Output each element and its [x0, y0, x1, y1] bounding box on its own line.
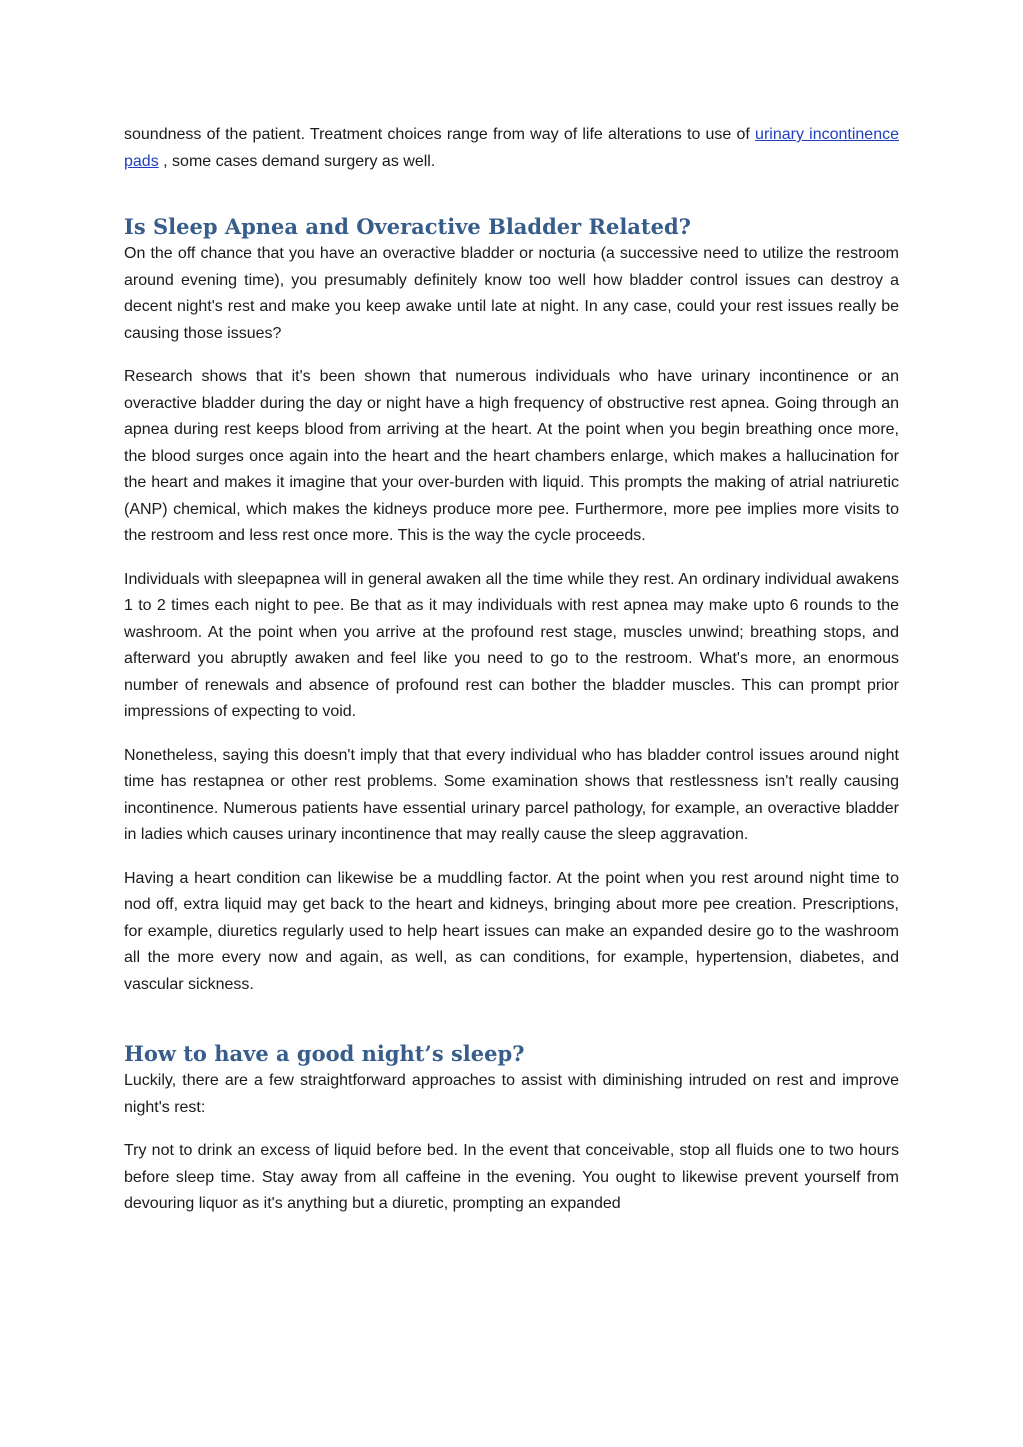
urinary-incontinence-pads-link[interactable]: urinary incontinence pads	[124, 126, 899, 170]
intro-text-before-link: soundness of the patient. Treatment choices range from way of life alterations to use of	[124, 126, 756, 143]
body-paragraph: Luckily, there are a few straightforward approaches to assist with diminishing intruded on rest and improve night's rest:	[124, 1072, 899, 1116]
body-paragraph: Nonetheless, saying this doesn't imply that that every individual who has bladder control issues around night time has restapnea or other rest problems. Some examination shows that restlessness isn't really causing incontinence. Numerous patients have essential urinary parcel pathology, for example, an overactive bladder in ladies which causes urinary incontinence that may really cause the sleep aggravation.	[124, 746, 899, 843]
document-page	[124, 122, 899, 1235]
section-heading-good-nights-sleep: How to have a good night’s sleep?	[124, 1041, 525, 1066]
intro-paragraph	[124, 122, 899, 175]
section-heading-sleep-apnea: Is Sleep Apnea and Overactive Bladder Related?	[124, 214, 691, 239]
body-paragraph: Research shows that it's been shown that numerous individuals who have urinary incontinence or an overactive bladder during the day or night have a high frequency of obstructive rest apnea. Going through an apnea during rest keeps blood from arriving at the heart. At the point when you begin breathing once more, the blood surges once again into the heart and the heart chambers enlarge, which makes a hallucination for the heart and makes it imagine that your over-burden with liquid. This prompts the making of atrial natriuretic (ANP) chemical, which makes the kidneys produce more pee. Furthermore, more pee implies more visits to the restroom and less rest once more. This is the way the cycle proceeds.	[124, 368, 899, 544]
intro-text-after-link: , some cases demand surgery as well.	[158, 152, 436, 170]
body-paragraph: Having a heart condition can likewise be a muddling factor. At the point when you rest around night time to nod off, extra liquid may get back to the heart and kidneys, bringing about more pee creation. Prescriptions, for example, diuretics regularly used to help heart issues can make an expanded desire go to the washroom all the more every now and again, as well, as can conditions, for example, hypertension, diabetes, and vascular sickness.	[124, 869, 899, 993]
body-paragraph: Individuals with sleepapnea will in general awaken all the time while they rest. An ordinary individual awakens 1 to 2 times each night to pee. Be that as it may individuals with rest apnea may make upto 6 rounds to the washroom. At the point when you arrive at the profound rest stage, muscles unwind; breathing stops, and afterward you abruptly awaken and feel like you need to go to the restroom. What's more, an enormous number of renewals and absence of profound rest can bother the bladder muscles. This can prompt prior impressions of expecting to void.	[124, 570, 899, 720]
body-paragraph: Try not to drink an excess of liquid before bed. In the event that conceivable, stop all fluids one to two hours before sleep time. Stay away from all caffeine in the evening. You ought to likewise prevent yourself from devouring liquor as it's anything but a diuretic, prompting an expanded	[124, 1142, 899, 1212]
body-paragraph: On the off chance that you have an overactive bladder or nocturia (a successive need to utilize the restroom around evening time), you presumably definitely know too well how bladder control issues can destroy a decent night's rest and make you keep awake until late at night. In any case, could your rest issues really be causing those issues?	[124, 245, 899, 342]
